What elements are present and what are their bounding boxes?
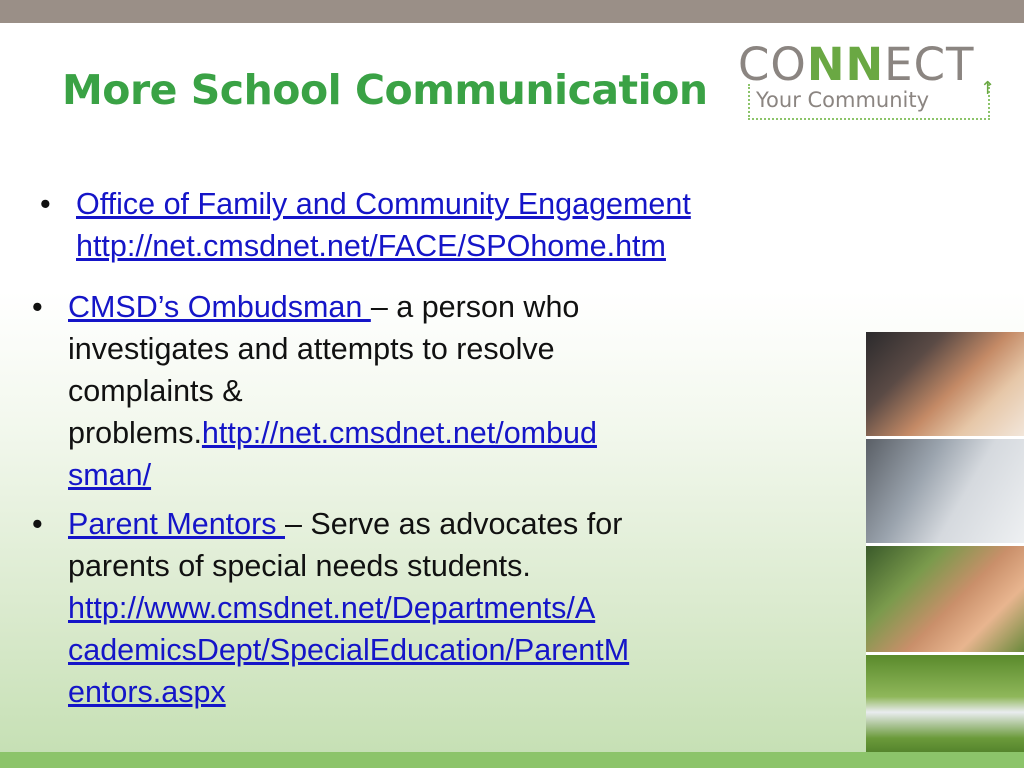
smiling-family-photo — [866, 546, 1024, 655]
bottom-decorative-bar — [0, 752, 1024, 768]
logo-word-end: ECT — [884, 38, 975, 91]
parent-mentors-description-line2: parents of special needs students. — [68, 549, 531, 583]
family-engagement-url-link[interactable]: http://net.cmsdnet.net/FACE/SPOhome.htm — [76, 229, 666, 263]
ombudsman-description-line1: – a person who — [370, 290, 580, 324]
ombudsman-description-line2: investigates and attempts to resolve — [68, 332, 555, 366]
bullet-dot-icon: • — [40, 187, 51, 221]
ombudsman-description-line3: complaints & — [68, 374, 243, 408]
bullet-dot-icon: • — [32, 290, 43, 324]
house-street-photo — [866, 655, 1024, 762]
parent-mentors-url-link-cont[interactable]: cademicsDept/SpecialEducation/ParentM — [68, 633, 630, 667]
logo-word-highlight: NN — [806, 38, 885, 91]
parent-mentors-url-link[interactable]: http://www.cmsdnet.net/Departments/A — [68, 591, 596, 625]
logo-word-start: CO — [738, 38, 807, 91]
logo-tagline: Your Community — [756, 88, 930, 112]
parent-mentors-url-link-end[interactable]: entors.aspx — [68, 675, 226, 709]
ombudsman-description-line4: problems. — [68, 416, 202, 450]
ombudsman-link[interactable]: CMSD’s Ombudsman — [68, 290, 371, 324]
bullet-dot-icon: • — [32, 507, 43, 541]
bullet-item-ombudsman — [32, 286, 840, 496]
slide-title: More School Communication — [62, 66, 708, 114]
ombudsman-url-link[interactable]: http://net.cmsdnet.net/ombud — [201, 416, 597, 450]
bullet-item-family-engagement — [40, 183, 956, 267]
family-engagement-link[interactable]: Office of Family and Community Engagement — [76, 187, 691, 221]
bullet-item-parent-mentors — [32, 503, 858, 713]
parent-mentors-description-line1: – Serve as advocates for — [285, 507, 623, 541]
ombudsman-url-link-cont[interactable]: sman/ — [68, 458, 152, 492]
parent-mentors-link[interactable]: Parent Mentors — [68, 507, 285, 541]
logo-arrow-icon: ↑ — [980, 78, 996, 99]
typing-keyboard-photo — [866, 439, 1024, 546]
photo-strip — [866, 332, 1024, 762]
family-computer-photo — [866, 332, 1024, 439]
